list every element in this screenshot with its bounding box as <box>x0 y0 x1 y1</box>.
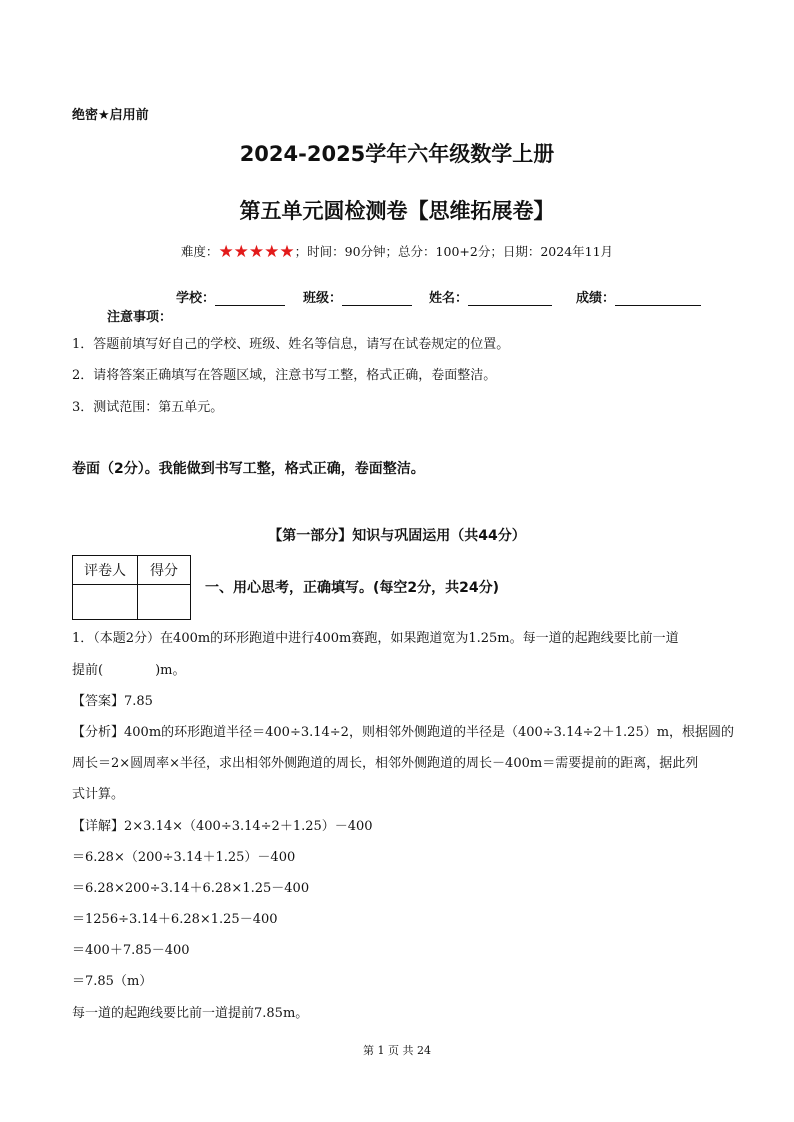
part-title: 【第一部分】知识与巩固运用（共44分） <box>268 528 526 544</box>
grade-table <box>72 555 191 620</box>
grader-cell[interactable] <box>73 585 138 620</box>
notes-heading: 注意事项： <box>107 310 173 325</box>
score-blank[interactable] <box>615 291 701 306</box>
school-field <box>176 287 285 306</box>
difficulty-stars-icon: ★★★★★ <box>218 242 295 262</box>
class-blank[interactable] <box>342 291 412 306</box>
detail-line: ＝400＋7.85－400 <box>72 943 190 958</box>
score-header: 得分 <box>138 556 191 585</box>
name-label: 姓名： <box>429 291 469 306</box>
analysis-line: 式计算。 <box>72 787 125 802</box>
detail-line: ＝1256÷3.14＋6.28×1.25－400 <box>72 912 278 927</box>
exam-info: ；时间：90分钟；总分：100+2分；日期：2024年11月 <box>294 244 614 259</box>
question-stem: 提前( )m。 <box>72 663 186 678</box>
grader-header: 评卷人 <box>73 556 138 585</box>
detail-line: ＝6.28×200÷3.14＋6.28×1.25－400 <box>72 881 310 896</box>
exam-meta <box>0 242 794 262</box>
exam-title: 2024-2025学年六年级数学上册 <box>239 142 555 166</box>
analysis-line: 周长＝2×圆周率×半径，求出相邻外侧跑道的周长，相邻外侧跑道的周长－400m＝需要提前的距离，据此列 <box>72 756 699 771</box>
detail-line: 【详解】2×3.14×（400÷3.14÷2＋1.25）－400 <box>72 819 373 834</box>
class-label: 班级： <box>303 291 343 306</box>
page-footer: 第 1 页 共 24 <box>363 1044 431 1057</box>
detail-line: ＝7.85（m） <box>72 974 153 989</box>
detail-line: ＝6.28×（200÷3.14＋1.25）－400 <box>72 850 296 865</box>
name-field <box>429 287 552 306</box>
difficulty-label: 难度： <box>180 244 219 259</box>
exam-subtitle: 第五单元圆检测卷【思维拓展卷】 <box>239 199 555 223</box>
school-blank[interactable] <box>215 291 285 306</box>
note-item: 3．测试范围：第五单元。 <box>72 400 224 415</box>
secret-label: 绝密★启用前 <box>72 108 149 123</box>
score-label: 成绩： <box>576 291 616 306</box>
analysis-line: 【分析】400m的环形跑道半径＝400÷3.14÷2，则相邻外侧跑道的半径是（400÷3.14÷2＋1.25）m，根据圆的 <box>72 725 735 740</box>
note-item: 2．请将答案正确填写在答题区域，注意书写工整，格式正确，卷面整洁。 <box>72 368 497 383</box>
score-field <box>576 287 701 306</box>
class-field <box>303 287 412 306</box>
neatness-score-line: 卷面（2分）。我能做到书写工整，格式正确，卷面整洁。 <box>72 461 425 477</box>
name-blank[interactable] <box>468 291 552 306</box>
section-title: 一、用心思考，正确填写。(每空2分，共24分) <box>205 580 500 596</box>
school-label: 学校： <box>176 291 216 306</box>
score-cell[interactable] <box>138 585 191 620</box>
question-stem: 1．（本题2分）在400m的环形跑道中进行400m赛跑，如果跑道宽为1.25m。每一道的起跑线要比前一道 <box>72 631 679 646</box>
answer-line: 【答案】7.85 <box>72 694 153 709</box>
conclusion-line: 每一道的起跑线要比前一道提前7.85m。 <box>72 1006 309 1021</box>
note-item: 1．答题前填写好自己的学校、班级、姓名等信息，请写在试卷规定的位置。 <box>72 337 510 352</box>
